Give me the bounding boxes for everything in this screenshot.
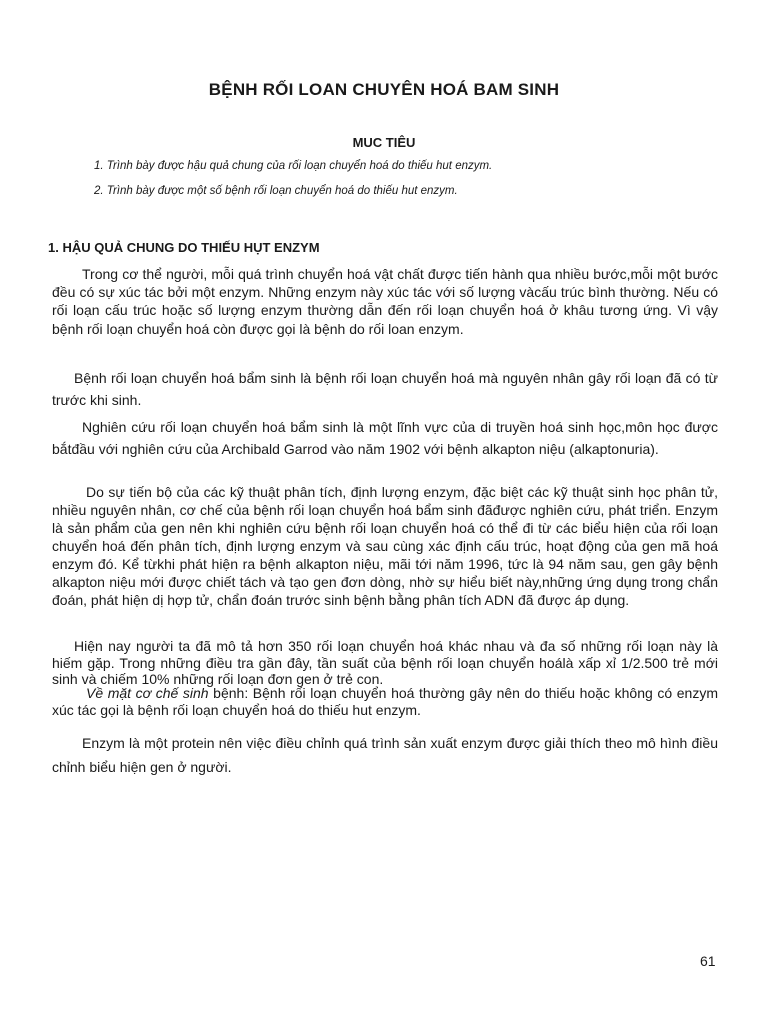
paragraph-text: Bệnh rối loạn chuyển hoá bẩm sinh là bệnh rối loạn chuyển hoá mà nguyên nhân gây rối loạn đã có từ trước khi sinh. (52, 370, 718, 408)
objectives-heading: MUC TIÊU (352, 135, 416, 150)
paragraph (52, 265, 718, 338)
paragraph (52, 416, 718, 460)
page-title: BỆNH RỐI LOAN CHUYÊN HOÁ BAM SINH (208, 80, 560, 99)
paragraph-text: bệnh: Bệnh rối loạn chuyển hoá thường gây nên do thiếu hoặc không có enzym xúc tác gọi là bệnh rối loạn chuyển hoá do thiếu hut enzym. (52, 685, 718, 718)
section-heading: 1. HẬU QUẢ CHUNG DO THIẾU HỤT ENZYM (48, 240, 320, 255)
paragraph (52, 731, 718, 779)
paragraph (52, 368, 718, 411)
paragraph (52, 483, 718, 609)
objective-item: 1. Trình bày được hậu quả chung của rối loạn chuyển hoá do thiếu hut enzym. (94, 160, 493, 172)
paragraph (52, 685, 718, 719)
paragraph-text: Enzym là một protein nên việc điều chỉnh quá trình sản xuất enzym được giải thích theo mô hình điều chỉnh biểu hiện gen ở người. (52, 735, 718, 775)
paragraph-text: Trong cơ thể người, mỗi quá trình chuyển hoá vật chất được tiến hành qua nhiều bước,mỗi một bước đều có sự xúc tác bởi một enzym. Những enzym này xúc tác với số lượng vàcấu trúc bình thường. Nếu có rối loạn cấu trúc hoặc số lượng enzym thường dẫn đến rối loạn chuyển hoá ở khâu tương ứng. Vì vậy bệnh rối loạn chuyển hoá còn được gọi là bệnh do rối loan enzym. (52, 266, 718, 337)
page-number: 61 (700, 953, 716, 969)
paragraph-text: Nghiên cứu rối loạn chuyển hoá bẩm sinh là một lĩnh vực của di truyền hoá sinh học,môn học được bắtđầu với nghiên cứu của Archibald Garrod vào năm 1902 với bệnh alkapton niệu (alkaptonuria). (52, 419, 718, 457)
paragraph-text: Hiện nay người ta đã mô tả hơn 350 rối loạn chuyển hoá khác nhau và đa số những rối loạn này là hiếm gặp. Trong những điều tra gần đây, tần suất của bệnh rối loạn chuyển hoálà xấp xỉ 1/2.500 trẻ mới sinh và chiếm 10% những rối loạn đơn gen ở trẻ con. (52, 638, 718, 688)
paragraph-text: Do sự tiến bộ của các kỹ thuật phân tích, định lượng enzym, đặc biệt các kỹ thuật sinh học phân tử, nhiều nguyên nhân, cơ chế của bệnh rối loạn chuyển hoá bẩm sinh đãđược nghiên cứu, phát triển. Enzym là sản phẩm của gen nên khi nghiên cứu bệnh rối loạn chuyển hoá có thể đi từ các biểu hiện của rối loạn chuyển hoá đến phân tích, định lượng enzym và sau cùng xác định cấu trúc, hoạt động của gen mã hoá enzym đó. Kể từkhi phát hiện ra bệnh alkapton niệu, mãi tới năm 1996, tức là 94 năm sau, gen gây bệnh alkapton niệu mới được chiết tách và tạo gen đơn dòng, nhờ sự hiểu biết này,những ứng dụng trong chẩn đoán, phát hiện dị hợp tử, chẩn đoán trước sinh bệnh bằng phân tích ADN đã được áp dụng. (52, 484, 718, 608)
paragraph (52, 638, 718, 688)
objective-item: 2. Trình bày được một số bệnh rối loạn chuyển hoá do thiếu hut enzym. (94, 185, 458, 197)
emphasis-text: Về mặt cơ chế sinh (86, 685, 209, 701)
